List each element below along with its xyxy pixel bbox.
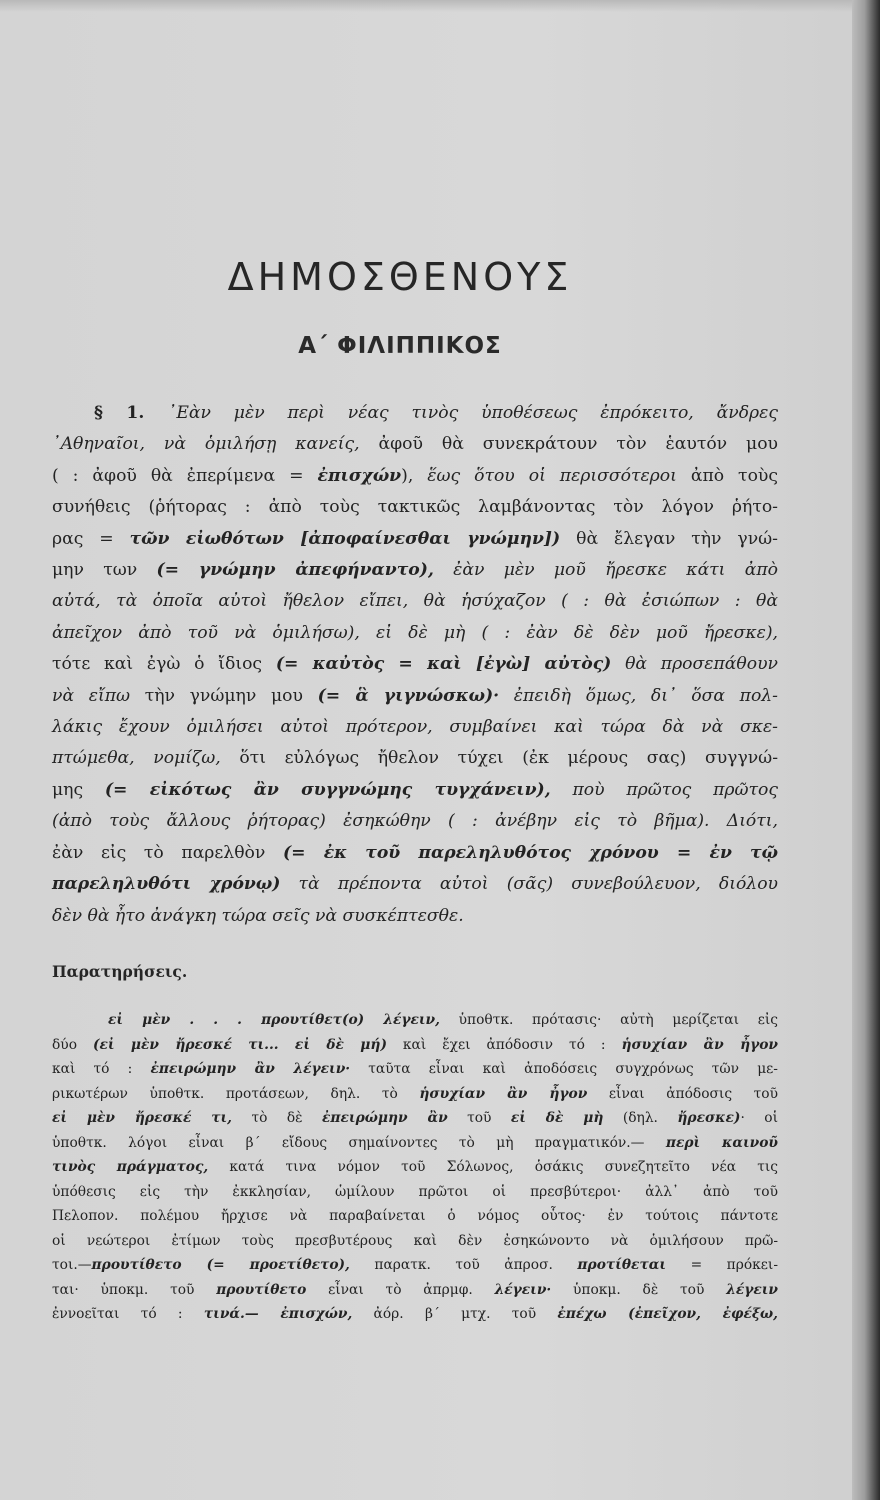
main-text-line xyxy=(52,586,778,617)
notes-text-line xyxy=(52,1155,778,1180)
text-run: εἰ μὲν ἤρεσκέ τι, xyxy=(52,1110,232,1126)
text-run: καὶ ἔχει ἀπόδοσιν τό : xyxy=(386,1036,622,1053)
text-run: ἀόρ. β΄ μτχ. τοῦ xyxy=(352,1306,558,1322)
main-text-line xyxy=(52,901,778,932)
text-run: ἐπισχών xyxy=(317,465,402,486)
text-run: συνήθεις (ῥήτορας : ἀπὸ τοὺς τακτικῶς λαμβάνοντας τὸν λόγον ῥήτο- xyxy=(52,497,778,518)
notes-heading: Παρατηρήσεις. xyxy=(52,962,188,981)
text-run: προτίθεται xyxy=(577,1257,667,1273)
text-run: ᾿Αθηναῖοι, νὰ ὁμιλήσῃ κανείς, xyxy=(52,434,379,455)
text-run: εἶναι ἀπόδοσις τοῦ xyxy=(587,1085,779,1102)
notes-text-line xyxy=(52,1082,778,1107)
notes-text-line xyxy=(52,1008,778,1033)
text-run: ( : ἀφοῦ θὰ ἐπερίμενα = xyxy=(52,465,318,486)
text-run: ἐπειρώμην ἂν xyxy=(322,1110,448,1126)
text-run: ποὺ πρῶτος πρῶτος xyxy=(550,779,778,800)
text-run: § 1. xyxy=(94,403,168,423)
page-top-shadow xyxy=(0,0,880,12)
main-text-line xyxy=(52,618,778,649)
text-run: παρατκ. τοῦ ἀπροσ. xyxy=(349,1257,578,1273)
notes-text-line xyxy=(52,1131,778,1156)
text-run: (εἰ μὲν ἤρεσκέ τι... εἰ δὲ μή) xyxy=(92,1036,387,1053)
text-run: λάκις ἔχουν ὁμιλήσει αὐτοὶ πρότερον, συμβαίνει καὶ τώρα δὰ νὰ σκε- xyxy=(52,717,778,738)
page-title: ΔΗΜΟΣΘΕΝΟΥΣ xyxy=(227,255,573,299)
main-text-line xyxy=(52,492,778,523)
text-run: (= εἰκότως ἂν συγγνώμης τυγχάνειν), xyxy=(104,779,551,800)
page-subtitle: Α΄ ΦΙΛΙΠΠΙΚΟΣ xyxy=(298,333,502,359)
main-text-line xyxy=(52,775,778,806)
text-run: ἀφοῦ θὰ συνεκράτουν τὸν ἑαυτόν μου xyxy=(378,434,778,455)
text-run: ἐπέχω (ἐπεῖχον, ἐφέξω, xyxy=(557,1306,778,1322)
text-run: καὶ τό : xyxy=(52,1061,151,1077)
main-text-line xyxy=(52,555,778,586)
text-run: τοι.— xyxy=(52,1257,92,1273)
main-text-line xyxy=(52,869,778,900)
text-run: προυτίθετο xyxy=(216,1281,307,1298)
text-run: · οἱ xyxy=(740,1110,778,1126)
text-run: ταῦτα εἶναι καὶ ἀποδόσεις συγχρόνως τῶν με- xyxy=(350,1061,778,1077)
text-run: μην των xyxy=(52,560,157,581)
text-run: ἡσυχίαν ἂν ἦγον xyxy=(621,1036,778,1053)
text-run: δὲν θὰ ἦτο ἀνάγκη τώρα σεῖς νὰ συσκέπτεσθε. xyxy=(52,905,464,926)
text-run: ἤρεσκε) xyxy=(677,1110,741,1126)
text-run: λέγειν xyxy=(726,1281,778,1298)
text-run: τινὸς πράγματος, xyxy=(52,1159,209,1175)
text-run: ἀπὸ τοὺς xyxy=(690,465,778,486)
text-run: ἡσυχίαν ἂν ἦγον xyxy=(419,1085,588,1102)
text-run: ὑποθτκ. πρότασις· αὐτὴ μερίζεται εἰς xyxy=(439,1012,778,1028)
notes-text-line xyxy=(52,1229,778,1254)
text-run: τὰ πρέποντα αὐτοὶ (σᾶς) συνεβούλευον, διόλου xyxy=(280,874,778,895)
notes-text xyxy=(52,1008,778,1327)
text-run: ρας = xyxy=(52,528,130,549)
notes-text-line xyxy=(52,1302,778,1327)
text-run: (= καὐτὸς = καὶ [ἐγὼ] αὐτὸς) xyxy=(275,654,612,675)
main-text-line xyxy=(52,649,778,680)
main-text-line xyxy=(52,806,778,837)
text-run: ἕως ὅτου οἱ περισσότεροι xyxy=(427,465,691,486)
text-run: τοῦ xyxy=(447,1110,511,1126)
text-run: ρικωτέρων ὑποθτκ. προτάσεων, δηλ. τὸ xyxy=(52,1085,420,1102)
main-text-line xyxy=(52,743,778,774)
text-run: μης xyxy=(52,779,105,800)
text-run: (= ἐκ τοῦ παρεληλυθότος χρόνου = ἐν τῷ xyxy=(283,842,778,863)
text-run: ἐπειρώμην ἂν λέγειν· xyxy=(150,1061,351,1077)
text-run: εἰ δὲ μὴ xyxy=(510,1110,604,1126)
text-run: ἀπεῖχον ἀπὸ τοῦ νὰ ὁμιλήσω), εἰ δὲ μὴ ( : ἐὰν δὲ δὲν μοῦ ἤρεσκε), xyxy=(52,622,778,643)
text-run: νὰ εἴπω xyxy=(52,685,145,706)
notes-text-line xyxy=(52,1204,778,1229)
text-run: ὑπόθεσις εἰς τὴν ἐκκλησίαν, ὡμίλουν πρῶτοι οἱ πρεσβύτεροι· ἀλλ᾽ ἀπὸ τοῦ xyxy=(52,1183,778,1200)
text-run: παρεληλυθότι χρόνῳ) xyxy=(52,874,281,895)
text-run: Πελοπον. πολέμου ἤρχισε νὰ παραβαίνεται ὁ νόμος οὗτος· ἐν τούτοις πάντοτε xyxy=(52,1208,778,1224)
text-run: εἶναι τὸ ἀπρμφ. xyxy=(306,1281,495,1298)
text-run: κατά τινα νόμον τοῦ Σόλωνος, ὁσάκις συνεζητεῖτο νέα τις xyxy=(208,1159,778,1175)
text-run: ἐὰν μὲν μοῦ ἤρεσκε κάτι ἀπὸ xyxy=(433,560,778,581)
text-run: = πρόκει- xyxy=(666,1257,778,1273)
notes-text-line xyxy=(52,1253,778,1278)
text-run: προυτίθετο (= προετίθετο), xyxy=(91,1257,350,1273)
text-run: (= γνώμην ἀπεφήναντο), xyxy=(156,560,434,581)
text-run: ὑποθτκ. λόγοι εἶναι β΄ εἴδους σημαίνοντες τὸ μὴ πραγματικόν.— xyxy=(52,1134,666,1151)
text-run: δύο xyxy=(52,1036,93,1053)
main-text-line xyxy=(52,838,778,869)
main-text xyxy=(52,398,778,932)
notes-text-line xyxy=(52,1033,778,1058)
notes-text-line xyxy=(52,1106,778,1131)
text-run: εἰ μὲν . . . προυτίθετ(ο) λέγειν, xyxy=(108,1012,440,1028)
main-text-line xyxy=(52,461,778,492)
text-run: τῶν εἰωθότων [ἀποφαίνεσθαι γνώμην]) xyxy=(129,528,561,549)
text-run: ὑποκμ. δὲ τοῦ xyxy=(551,1281,727,1298)
text-run: θὰ προσεπάθουν xyxy=(611,654,778,675)
page-edge xyxy=(852,0,880,1500)
text-run: ὅτι εὐλόγως ἤθελον τύχει (ἐκ μέρους σας) συγγνώ- xyxy=(239,748,778,769)
text-run: ἐπειδὴ ὅμως, δι᾽ ὅσα πολ- xyxy=(499,685,778,706)
main-text-line xyxy=(52,681,778,712)
main-text-line xyxy=(52,524,778,555)
notes-text-line xyxy=(52,1057,778,1082)
text-run: θὰ ἔλεγαν τὴν γνώ- xyxy=(560,528,778,549)
main-text-line xyxy=(52,429,778,460)
text-run: τότε καὶ ἐγὼ ὁ ἴδιος xyxy=(52,654,276,675)
text-run: ἐννοεῖται τό : xyxy=(52,1306,204,1322)
text-run: πτώμεθα, νομίζω, xyxy=(52,748,240,769)
text-run: τὴν γνώμην μου xyxy=(144,685,318,706)
text-run: ἐὰν εἰς τὸ παρελθὸν xyxy=(52,842,284,863)
main-text-line xyxy=(52,398,778,429)
text-run: οἱ νεώτεροι ἐτίμων τοὺς πρεσβυτέρους καὶ δὲν ἐσηκώνοντο νὰ ὁμιλήσουν πρῶ- xyxy=(52,1232,778,1249)
notes-text-line xyxy=(52,1180,778,1205)
text-run: (= ἃ γιγνώσκω)· xyxy=(317,685,500,706)
text-run: λέγειν· xyxy=(494,1281,552,1298)
text-run: ᾿Εὰν μὲν περὶ νέας τινὸς ὑποθέσεως ἐπρόκειτο, ἄνδρες xyxy=(167,403,778,423)
text-run: περὶ καινοῦ xyxy=(665,1134,778,1151)
text-run: (ἀπὸ τοὺς ἄλλους ῥήτορας) ἐσηκώθην ( : ἀνέβην εἰς τὸ βῆμα). Διότι, xyxy=(52,811,778,832)
text-run: τινά.— ἐπισχών, xyxy=(203,1306,353,1322)
text-run: ), xyxy=(401,465,428,486)
main-text-line xyxy=(52,712,778,743)
text-run: αὐτά, τὰ ὁποῖα αὐτοὶ ἤθελον εἴπει, θὰ ἡσύχαζον ( : θὰ ἐσιώπων : θὰ xyxy=(52,591,778,612)
text-run: τὸ δὲ xyxy=(232,1110,323,1126)
text-run: ται· ὑποκμ. τοῦ xyxy=(52,1281,217,1298)
notes-text-line xyxy=(52,1278,778,1303)
text-run: (δηλ. xyxy=(603,1110,678,1126)
